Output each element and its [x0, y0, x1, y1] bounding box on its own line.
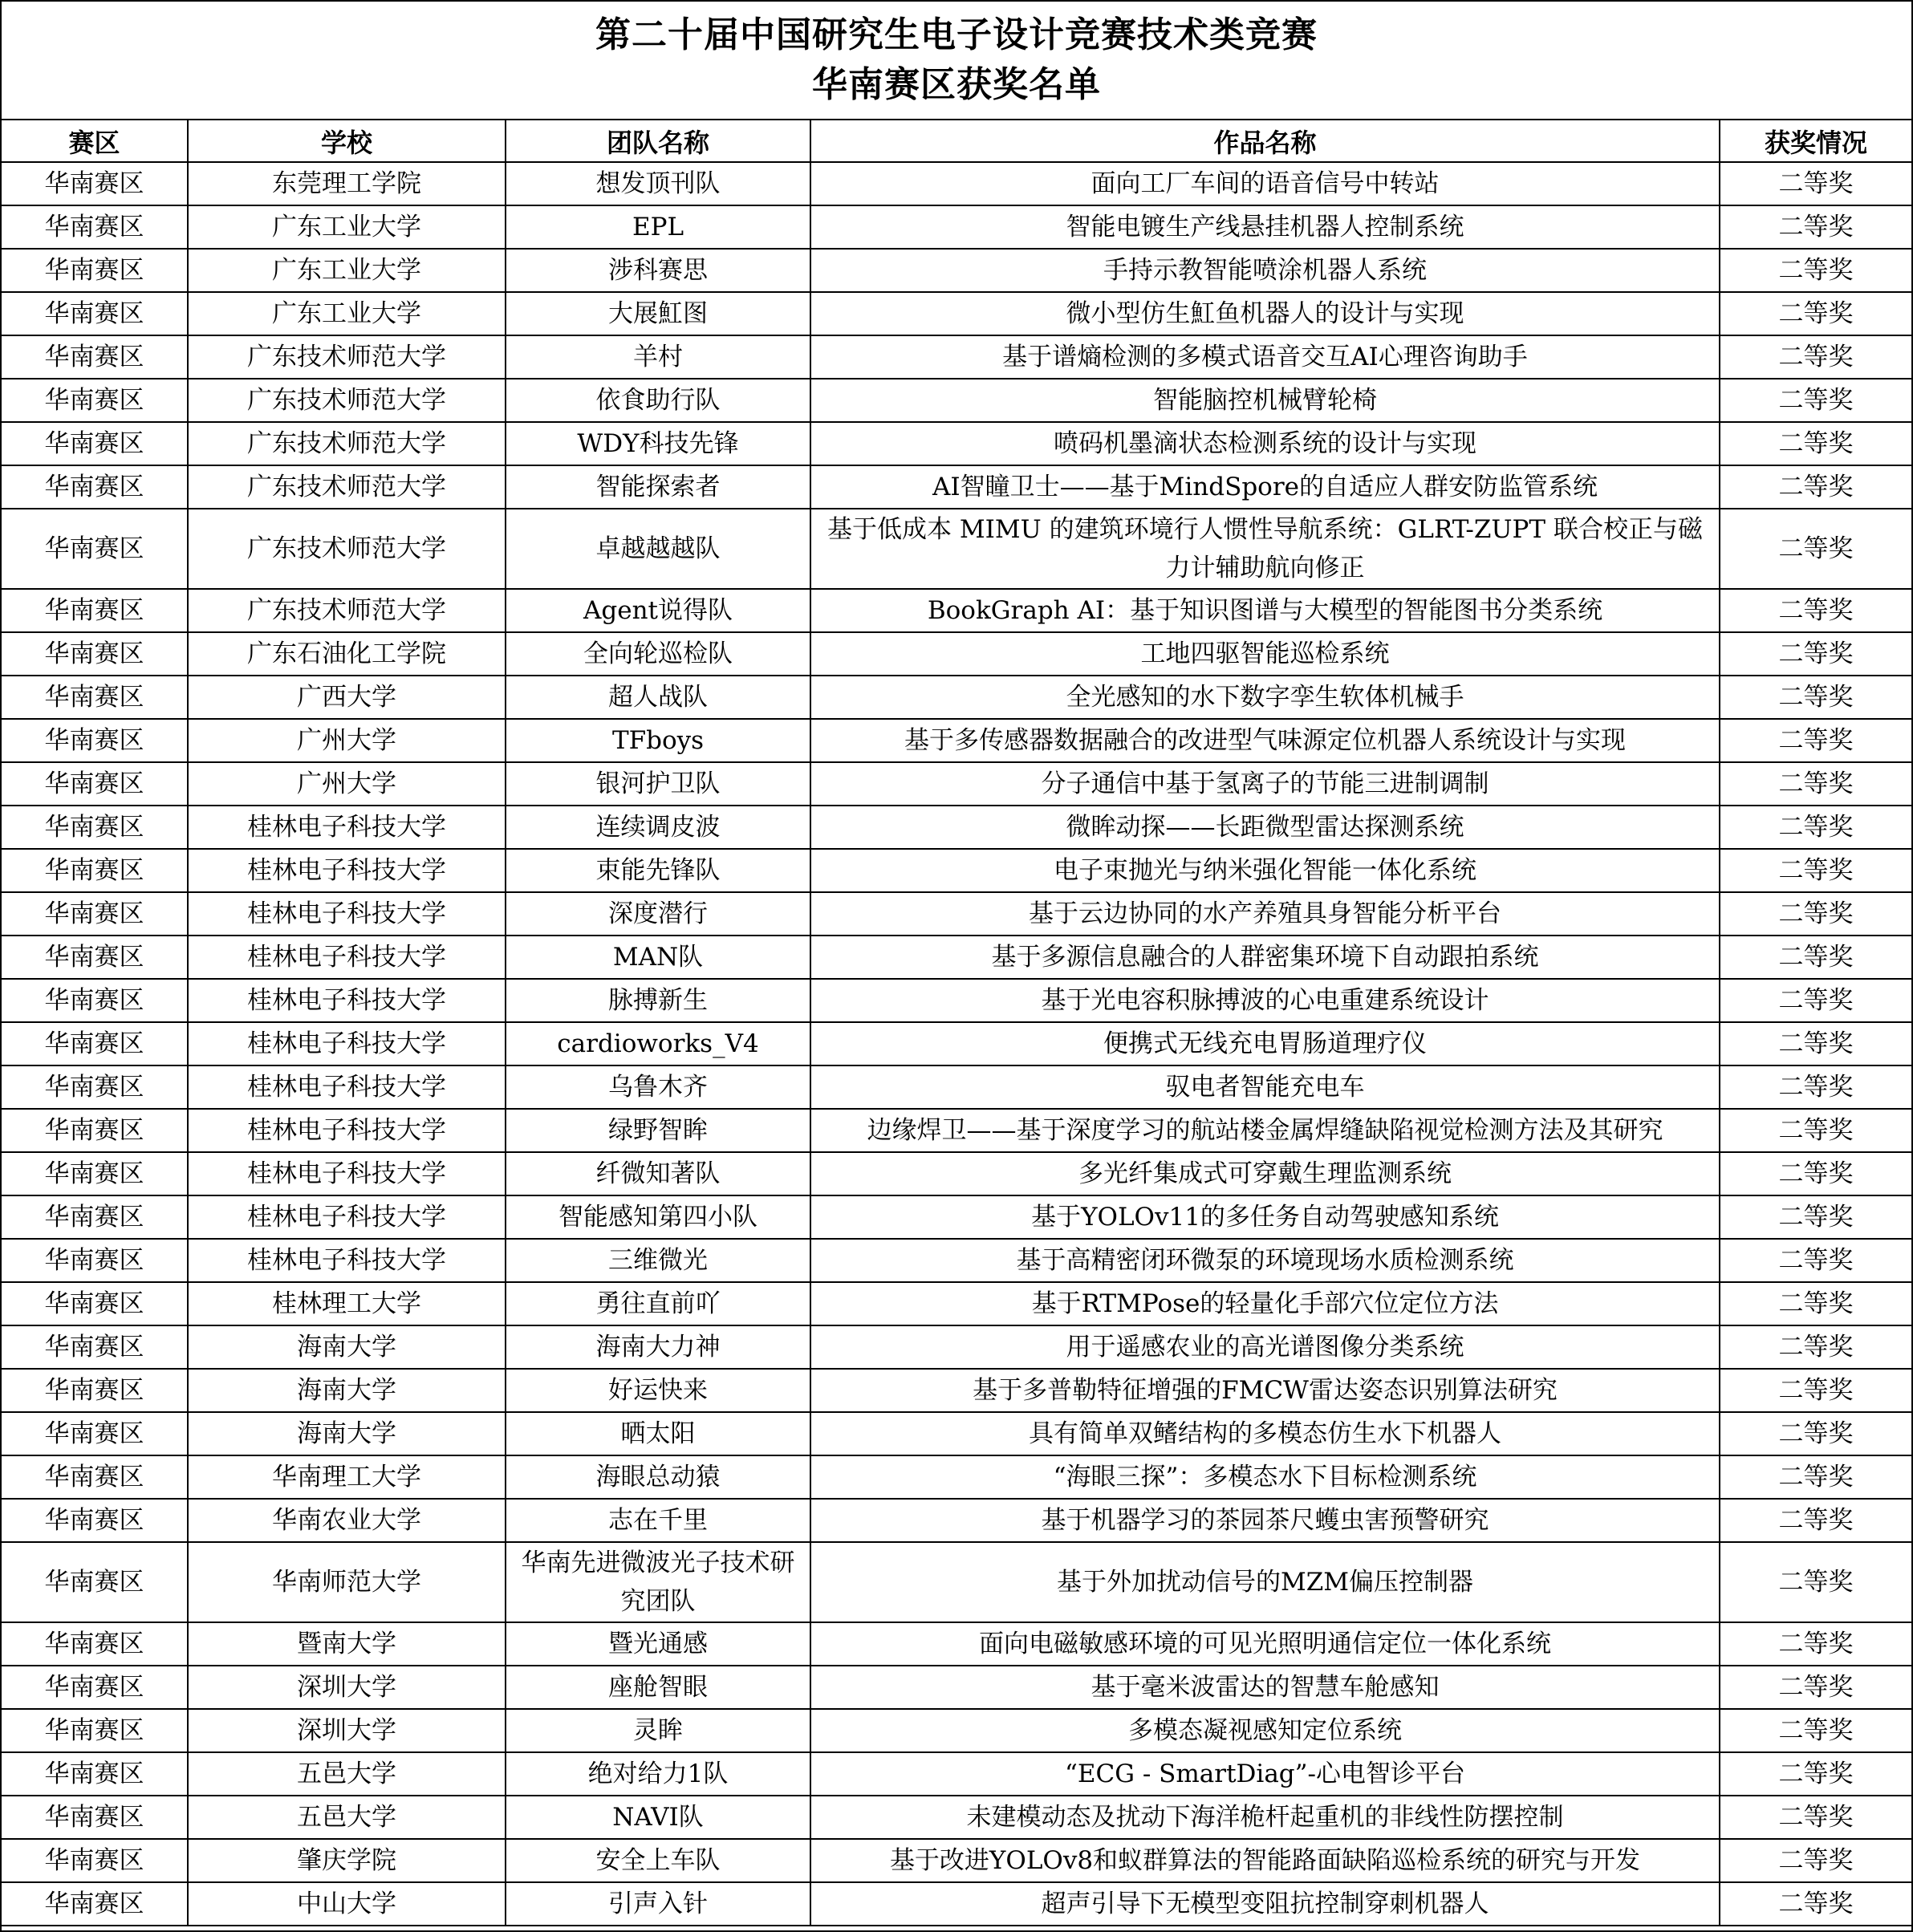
cell-project: “海眼三探”：多模态水下目标检测系统: [810, 1455, 1720, 1499]
cell-school: 桂林电子科技大学: [188, 1109, 506, 1152]
cell-project: 基于低成本 MIMU 的建筑环境行人惯性导航系统：GLRT-ZUPT 联合校正与磁力计辅助航向修正: [810, 509, 1720, 589]
cell-award: 二等奖: [1720, 806, 1911, 849]
cell-team: 深度潜行: [506, 892, 810, 936]
cell-project: “ECG - SmartDiag”-心电智诊平台: [810, 1752, 1720, 1796]
cell-school: 广东技术师范大学: [188, 335, 506, 379]
cell-team: 全向轮巡检队: [506, 632, 810, 676]
cell-school: 广东技术师范大学: [188, 589, 506, 632]
cell-award: 二等奖: [1720, 379, 1911, 422]
cell-project: 智能电镀生产线悬挂机器人控制系统: [810, 205, 1720, 249]
cell-award: 二等奖: [1720, 1152, 1911, 1195]
cell-region: 华南赛区: [2, 719, 188, 762]
cell-region: 华南赛区: [2, 762, 188, 806]
cell-project: 基于YOLOv11的多任务自动驾驶感知系统: [810, 1195, 1720, 1239]
table-row: [2, 1796, 1911, 1839]
cell-region: 华南赛区: [2, 249, 188, 292]
cell-award: 二等奖: [1720, 1325, 1911, 1369]
cell-team: 想发顶刊队: [506, 162, 810, 205]
cell-project: 基于改进YOLOv8和蚁群算法的智能路面缺陷巡检系统的研究与开发: [810, 1839, 1720, 1882]
cell-team: 暨光通感: [506, 1622, 810, 1666]
title-block: [2, 2, 1911, 120]
table-row: [2, 162, 1911, 205]
cell-project: AI智瞳卫士——基于MindSpore的自适应人群安防监管系统: [810, 465, 1720, 509]
table-row: [2, 1282, 1911, 1325]
cell-team: 连续调皮波: [506, 806, 810, 849]
cell-award: 二等奖: [1720, 1369, 1911, 1412]
cell-region: 华南赛区: [2, 1412, 188, 1455]
column-header-team: 团队名称: [506, 120, 810, 162]
column-header-award: 获奖情况: [1720, 120, 1911, 162]
cell-project: BookGraph AI：基于知识图谱与大模型的智能图书分类系统: [810, 589, 1720, 632]
cell-region: 华南赛区: [2, 632, 188, 676]
cell-project: 微小型仿生魟鱼机器人的设计与实现: [810, 292, 1720, 335]
column-header-school: 学校: [188, 120, 506, 162]
cell-award: 二等奖: [1720, 335, 1911, 379]
cell-school: 华南理工大学: [188, 1455, 506, 1499]
table-row: [2, 379, 1911, 422]
cell-school: 五邑大学: [188, 1752, 506, 1796]
table-header-row: [2, 120, 1911, 162]
cell-project: 基于高精密闭环微泵的环境现场水质检测系统: [810, 1239, 1720, 1282]
cell-region: 华南赛区: [2, 509, 188, 589]
cell-region: 华南赛区: [2, 1622, 188, 1666]
cell-project: 基于谱熵检测的多模式语音交互AI心理咨询助手: [810, 335, 1720, 379]
cell-team: 座舱智眼: [506, 1666, 810, 1709]
cell-award: 二等奖: [1720, 249, 1911, 292]
cell-team: 大展魟图: [506, 292, 810, 335]
table-row: [2, 892, 1911, 936]
cell-school: 广西大学: [188, 676, 506, 719]
column-header-region: 赛区: [2, 120, 188, 162]
cell-award: 二等奖: [1720, 422, 1911, 465]
table-row: [2, 936, 1911, 979]
cell-team: 束能先锋队: [506, 849, 810, 892]
cell-project: 工地四驱智能巡检系统: [810, 632, 1720, 676]
cell-award: 二等奖: [1720, 509, 1911, 589]
cell-school: 桂林电子科技大学: [188, 1152, 506, 1195]
cell-team: 智能探索者: [506, 465, 810, 509]
cell-team: 海南大力神: [506, 1325, 810, 1369]
cell-school: 深圳大学: [188, 1666, 506, 1709]
cell-team: 志在千里: [506, 1499, 810, 1542]
cell-award: 二等奖: [1720, 1882, 1911, 1926]
table-row: [2, 849, 1911, 892]
table-row: [2, 1239, 1911, 1282]
cell-school: 五邑大学: [188, 1796, 506, 1839]
cell-school: 广东石油化工学院: [188, 632, 506, 676]
cell-region: 华南赛区: [2, 1455, 188, 1499]
cell-region: 华南赛区: [2, 676, 188, 719]
cell-team: 乌鲁木齐: [506, 1065, 810, 1109]
cell-project: 未建模动态及扰动下海洋桅杆起重机的非线性防摆控制: [810, 1796, 1720, 1839]
cell-region: 华南赛区: [2, 1666, 188, 1709]
cell-school: 广州大学: [188, 762, 506, 806]
cell-team: 依食助行队: [506, 379, 810, 422]
cell-project: 微眸动探——长距微型雷达探测系统: [810, 806, 1720, 849]
cell-award: 二等奖: [1720, 676, 1911, 719]
cell-region: 华南赛区: [2, 1542, 188, 1622]
cell-region: 华南赛区: [2, 205, 188, 249]
table-row: [2, 1195, 1911, 1239]
cell-award: 二等奖: [1720, 1282, 1911, 1325]
cell-award: 二等奖: [1720, 1622, 1911, 1666]
cell-project: 多光纤集成式可穿戴生理监测系统: [810, 1152, 1720, 1195]
cell-team: cardioworks_V4: [506, 1022, 810, 1065]
table-row: [2, 719, 1911, 762]
cell-team: 勇往直前吖: [506, 1282, 810, 1325]
table-row: [2, 1882, 1911, 1926]
table-row: [2, 1152, 1911, 1195]
cell-school: 暨南大学: [188, 1622, 506, 1666]
cell-award: 二等奖: [1720, 1022, 1911, 1065]
cell-team: EPL: [506, 205, 810, 249]
cell-school: 桂林电子科技大学: [188, 1195, 506, 1239]
cell-school: 广东工业大学: [188, 292, 506, 335]
cell-award: 二等奖: [1720, 1239, 1911, 1282]
cell-school: 桂林电子科技大学: [188, 892, 506, 936]
cell-school: 广东技术师范大学: [188, 422, 506, 465]
table-row: [2, 292, 1911, 335]
table-row: [2, 249, 1911, 292]
cell-project: 基于毫米波雷达的智慧车舱感知: [810, 1666, 1720, 1709]
cell-region: 华南赛区: [2, 1282, 188, 1325]
cell-region: 华南赛区: [2, 1152, 188, 1195]
cell-region: 华南赛区: [2, 1709, 188, 1752]
cell-team: 卓越越越队: [506, 509, 810, 589]
cell-team: 纤微知著队: [506, 1152, 810, 1195]
table-row: [2, 762, 1911, 806]
cell-school: 桂林理工大学: [188, 1282, 506, 1325]
cell-school: 华南师范大学: [188, 1542, 506, 1622]
cell-school: 广东技术师范大学: [188, 465, 506, 509]
cell-team: 海眼总动猿: [506, 1455, 810, 1499]
table-row: [2, 1839, 1911, 1882]
cell-award: 二等奖: [1720, 1455, 1911, 1499]
table-row: [2, 632, 1911, 676]
table-row: [2, 1065, 1911, 1109]
cell-region: 华南赛区: [2, 1882, 188, 1926]
cell-project: 基于机器学习的茶园茶尺蠖虫害预警研究: [810, 1499, 1720, 1542]
cell-region: 华南赛区: [2, 936, 188, 979]
table-row: [2, 589, 1911, 632]
cell-award: 二等奖: [1720, 762, 1911, 806]
cell-award: 二等奖: [1720, 719, 1911, 762]
cell-team: 超人战队: [506, 676, 810, 719]
cell-region: 华南赛区: [2, 292, 188, 335]
cell-award: 二等奖: [1720, 1065, 1911, 1109]
table-row: [2, 979, 1911, 1022]
cell-project: 驭电者智能充电车: [810, 1065, 1720, 1109]
table-row: [2, 1022, 1911, 1065]
cell-team: NAVI队: [506, 1796, 810, 1839]
table-row: [2, 1666, 1911, 1709]
cell-team: 脉搏新生: [506, 979, 810, 1022]
cell-region: 华南赛区: [2, 1325, 188, 1369]
cell-school: 肇庆学院: [188, 1839, 506, 1882]
cell-award: 二等奖: [1720, 1412, 1911, 1455]
table-row: [2, 1325, 1911, 1369]
cell-region: 华南赛区: [2, 1839, 188, 1882]
cell-project: 基于多普勒特征增强的FMCW雷达姿态识别算法研究: [810, 1369, 1720, 1412]
cell-team: 羊村: [506, 335, 810, 379]
cell-school: 广东工业大学: [188, 249, 506, 292]
cell-school: 广东技术师范大学: [188, 379, 506, 422]
cell-school: 海南大学: [188, 1325, 506, 1369]
cell-award: 二等奖: [1720, 1752, 1911, 1796]
cell-region: 华南赛区: [2, 465, 188, 509]
cell-award: 二等奖: [1720, 292, 1911, 335]
cell-region: 华南赛区: [2, 1369, 188, 1412]
cell-region: 华南赛区: [2, 892, 188, 936]
table-row: [2, 806, 1911, 849]
cell-award: 二等奖: [1720, 1109, 1911, 1152]
cell-award: 二等奖: [1720, 1666, 1911, 1709]
table-row: [2, 1542, 1911, 1622]
cell-project: 具有简单双鳍结构的多模态仿生水下机器人: [810, 1412, 1720, 1455]
cell-region: 华南赛区: [2, 589, 188, 632]
cell-team: 智能感知第四小队: [506, 1195, 810, 1239]
cell-award: 二等奖: [1720, 1839, 1911, 1882]
cell-school: 华南农业大学: [188, 1499, 506, 1542]
cell-team: 绝对给力1队: [506, 1752, 810, 1796]
cell-award: 二等奖: [1720, 465, 1911, 509]
cell-project: 基于云边协同的水产养殖具身智能分析平台: [810, 892, 1720, 936]
cell-team: Agent说得队: [506, 589, 810, 632]
cell-project: 基于RTMPose的轻量化手部穴位定位方法: [810, 1282, 1720, 1325]
table-row: [2, 205, 1911, 249]
cell-project: 面向工厂车间的语音信号中转站: [810, 162, 1720, 205]
cell-team: 涉科赛思: [506, 249, 810, 292]
cell-region: 华南赛区: [2, 979, 188, 1022]
table-row: [2, 1499, 1911, 1542]
table-body: [2, 162, 1911, 1926]
cell-award: 二等奖: [1720, 1499, 1911, 1542]
cell-project: 喷码机墨滴状态检测系统的设计与实现: [810, 422, 1720, 465]
cell-project: 分子通信中基于氢离子的节能三进制调制: [810, 762, 1720, 806]
cell-project: 手持示教智能喷涂机器人系统: [810, 249, 1720, 292]
cell-region: 华南赛区: [2, 1239, 188, 1282]
table-row: [2, 465, 1911, 509]
document-title: 第二十届中国研究生电子设计竞赛技术类竞赛: [595, 14, 1318, 55]
cell-award: 二等奖: [1720, 1796, 1911, 1839]
table-row: [2, 676, 1911, 719]
table-row: [2, 1455, 1911, 1499]
cell-school: 桂林电子科技大学: [188, 1065, 506, 1109]
cell-region: 华南赛区: [2, 1796, 188, 1839]
cell-school: 广东工业大学: [188, 205, 506, 249]
cell-project: 便携式无线充电胃肠道理疗仪: [810, 1022, 1720, 1065]
cell-project: 全光感知的水下数字孪生软体机械手: [810, 676, 1720, 719]
cell-school: 中山大学: [188, 1882, 506, 1926]
cell-award: 二等奖: [1720, 1709, 1911, 1752]
cell-region: 华南赛区: [2, 1109, 188, 1152]
cell-school: 深圳大学: [188, 1709, 506, 1752]
table-row: [2, 1709, 1911, 1752]
cell-project: 超声引导下无模型变阻抗控制穿刺机器人: [810, 1882, 1720, 1926]
cell-team: TFboys: [506, 719, 810, 762]
cell-award: 二等奖: [1720, 1195, 1911, 1239]
award-table: [2, 120, 1911, 1926]
cell-award: 二等奖: [1720, 632, 1911, 676]
cell-team: 好运快来: [506, 1369, 810, 1412]
cell-project: 基于外加扰动信号的MZM偏压控制器: [810, 1542, 1720, 1622]
cell-project: 面向电磁敏感环境的可见光照明通信定位一体化系统: [810, 1622, 1720, 1666]
cell-school: 桂林电子科技大学: [188, 1239, 506, 1282]
cell-school: 桂林电子科技大学: [188, 936, 506, 979]
cell-school: 桂林电子科技大学: [188, 806, 506, 849]
cell-school: 桂林电子科技大学: [188, 979, 506, 1022]
cell-award: 二等奖: [1720, 979, 1911, 1022]
cell-award: 二等奖: [1720, 205, 1911, 249]
cell-school: 桂林电子科技大学: [188, 1022, 506, 1065]
cell-region: 华南赛区: [2, 1195, 188, 1239]
cell-school: 广州大学: [188, 719, 506, 762]
cell-project: 基于多源信息融合的人群密集环境下自动跟拍系统: [810, 936, 1720, 979]
table-row: [2, 509, 1911, 589]
cell-award: 二等奖: [1720, 849, 1911, 892]
cell-award: 二等奖: [1720, 892, 1911, 936]
cell-team: 安全上车队: [506, 1839, 810, 1882]
cell-team: MAN队: [506, 936, 810, 979]
cell-team: WDY科技先锋: [506, 422, 810, 465]
cell-project: 电子束抛光与纳米强化智能一体化系统: [810, 849, 1720, 892]
cell-team: 华南先进微波光子技术研究团队: [506, 1542, 810, 1622]
cell-project: 基于多传感器数据融合的改进型气味源定位机器人系统设计与实现: [810, 719, 1720, 762]
cell-school: 桂林电子科技大学: [188, 849, 506, 892]
cell-team: 银河护卫队: [506, 762, 810, 806]
cell-award: 二等奖: [1720, 936, 1911, 979]
cell-team: 绿野智眸: [506, 1109, 810, 1152]
cell-team: 晒太阳: [506, 1412, 810, 1455]
cell-project: 边缘焊卫——基于深度学习的航站楼金属焊缝缺陷视觉检测方法及其研究: [810, 1109, 1720, 1152]
cell-school: 东莞理工学院: [188, 162, 506, 205]
cell-award: 二等奖: [1720, 589, 1911, 632]
cell-school: 海南大学: [188, 1412, 506, 1455]
cell-award: 二等奖: [1720, 162, 1911, 205]
cell-school: 海南大学: [188, 1369, 506, 1412]
table-row: [2, 1622, 1911, 1666]
cell-region: 华南赛区: [2, 422, 188, 465]
table-row: [2, 1412, 1911, 1455]
cell-region: 华南赛区: [2, 1065, 188, 1109]
cell-region: 华南赛区: [2, 1752, 188, 1796]
cell-team: 三维微光: [506, 1239, 810, 1282]
table-row: [2, 335, 1911, 379]
cell-region: 华南赛区: [2, 806, 188, 849]
cell-region: 华南赛区: [2, 1022, 188, 1065]
document-subtitle: 华南赛区获奖名单: [812, 64, 1101, 105]
cell-region: 华南赛区: [2, 335, 188, 379]
cell-school: 广东技术师范大学: [188, 509, 506, 589]
cell-region: 华南赛区: [2, 162, 188, 205]
table-row: [2, 1752, 1911, 1796]
cell-region: 华南赛区: [2, 1499, 188, 1542]
cell-region: 华南赛区: [2, 379, 188, 422]
column-header-project: 作品名称: [810, 120, 1720, 162]
table-row: [2, 1369, 1911, 1412]
cell-award: 二等奖: [1720, 1542, 1911, 1622]
cell-team: 引声入针: [506, 1882, 810, 1926]
cell-region: 华南赛区: [2, 849, 188, 892]
cell-team: 灵眸: [506, 1709, 810, 1752]
cell-project: 智能脑控机械臂轮椅: [810, 379, 1720, 422]
cell-project: 多模态凝视感知定位系统: [810, 1709, 1720, 1752]
table-row: [2, 422, 1911, 465]
table-row: [2, 1109, 1911, 1152]
cell-project: 基于光电容积脉搏波的心电重建系统设计: [810, 979, 1720, 1022]
cell-project: 用于遥感农业的高光谱图像分类系统: [810, 1325, 1720, 1369]
